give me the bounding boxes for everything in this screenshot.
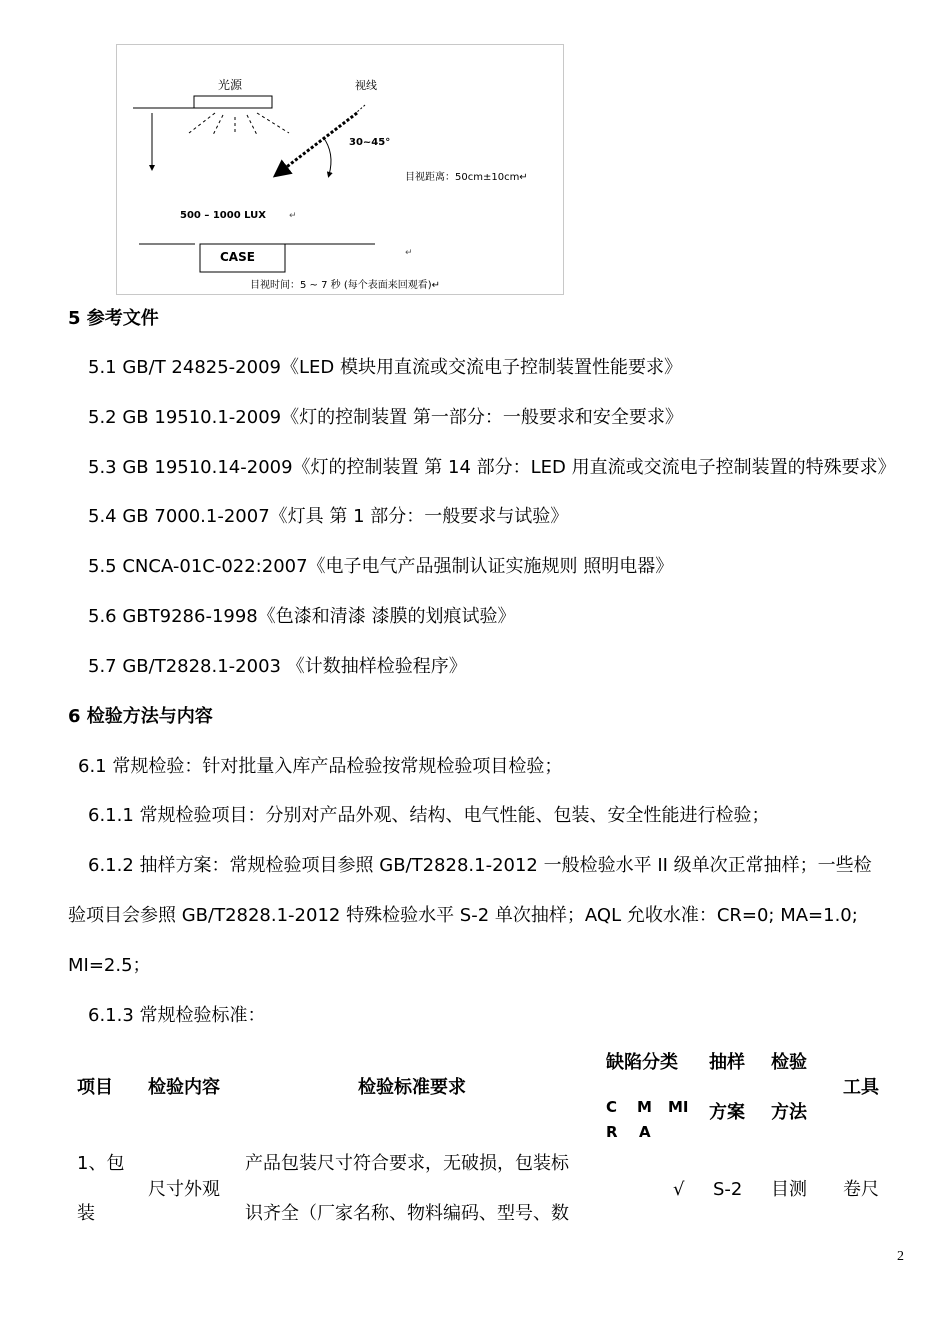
light-source-label: 光源 (218, 78, 243, 92)
reference-item: 5.7 GB/T2828.1-2003 《计数抽样检验程序》 (88, 656, 467, 677)
angle-label: 30~45° (349, 137, 391, 148)
cell-tool: 卷尺 (843, 1179, 879, 1200)
header-ma-1: M (637, 1098, 652, 1116)
paragraph-6-1-1: 6.1.1 常规检验项目：分别对产品外观、结构、电气性能、包装、安全性能进行检验； (88, 805, 770, 826)
angle-arc (323, 137, 331, 175)
inspection-setup-diagram (116, 44, 564, 295)
section-6-heading: 6 检验方法与内容 (68, 706, 213, 727)
header-mi: MI (668, 1098, 689, 1116)
header-ma-2: A (639, 1123, 651, 1141)
paragraph-6-1-3: 6.1.3 常规检验标准： (88, 1005, 266, 1026)
cell-mi-check: √ (673, 1179, 685, 1200)
lux-label: 500 – 1000 LUX (180, 210, 266, 221)
viewing-distance-label: 目视距离：50cm±10cm↵ (405, 172, 528, 183)
cell-standard-line2: 识齐全（厂家名称、物料编码、型号、数 (245, 1203, 569, 1224)
header-tool: 工具 (843, 1077, 879, 1098)
reference-item: 5.2 GB 19510.1-2009《灯的控制装置 第一部分：一般要求和安全要求》 (88, 407, 683, 428)
page-number: 2 (897, 1249, 904, 1264)
reference-item: 5.3 GB 19510.14-2009《灯的控制装置 第 14 部分：LED 用直流或交流电子控制装置的特殊要求》 (88, 457, 896, 478)
cell-content: 尺寸外观 (148, 1179, 220, 1200)
header-cr-2: R (606, 1123, 618, 1141)
paragraph-6-1: 6.1 常规检验：针对批量入库产品检验按常规检验项目检验； (78, 756, 563, 777)
header-item: 项目 (77, 1077, 113, 1098)
header-content: 检验内容 (148, 1077, 220, 1098)
paragraph-6-1-2-line2: 验项目会参照 GB/T2828.1-2012 特殊检验水平 S-2 单次抽样；AQL 允收水准：CR=0; MA=1.0; (68, 905, 858, 926)
header-method-1: 检验 (771, 1052, 807, 1073)
light-source-box (194, 96, 272, 108)
paragraph-6-1-2-line1: 6.1.2 抽样方案：常规检验项目参照 GB/T2828.1-2012 一般检验水平 II 级单次正常抽样；一些检 (88, 855, 872, 876)
header-defect: 缺陷分类 (606, 1052, 678, 1073)
reference-item: 5.5 CNCA-01C-022:2007《电子电气产品强制认证实施规则 照明电器》 (88, 556, 674, 577)
cell-method: 目测 (771, 1179, 807, 1200)
reference-item: 5.6 GBT9286-1998《色漆和清漆 漆膜的划痕试验》 (88, 606, 516, 627)
viewing-time-label: 目视时间：5 ~ 7 秒 (每个表面来回观看)↵ (250, 280, 440, 291)
header-sampling-2: 方案 (709, 1102, 745, 1123)
reference-item: 5.4 GB 7000.1-2007《灯具 第 1 部分：一般要求与试验》 (88, 506, 569, 527)
header-method-2: 方法 (771, 1102, 807, 1123)
reference-item: 5.1 GB/T 24825-2009《LED 模块用直流或交流电子控制装置性能要求》 (88, 357, 682, 378)
diagram-svg (117, 45, 563, 294)
sight-line-label: 视线 (355, 79, 377, 92)
light-rays (189, 113, 289, 135)
sight-line-arrow (280, 113, 357, 172)
cell-item-line1: 1、包 (77, 1153, 125, 1174)
svg-text:↵: ↵ (405, 248, 413, 258)
svg-text:↵: ↵ (289, 211, 297, 221)
header-sampling-1: 抽样 (709, 1052, 745, 1073)
header-standard: 检验标准要求 (358, 1077, 466, 1098)
section-5-heading: 5 参考文件 (68, 308, 159, 329)
cell-item-line2: 装 (77, 1203, 95, 1224)
cell-standard-line1: 产品包装尺寸符合要求，无破损，包装标 (245, 1153, 569, 1174)
cell-sampling: S-2 (713, 1179, 743, 1200)
paragraph-6-1-2-line3: MI=2.5； (68, 955, 151, 976)
header-cr-1: C (606, 1098, 618, 1116)
case-label: CASE (220, 250, 255, 264)
